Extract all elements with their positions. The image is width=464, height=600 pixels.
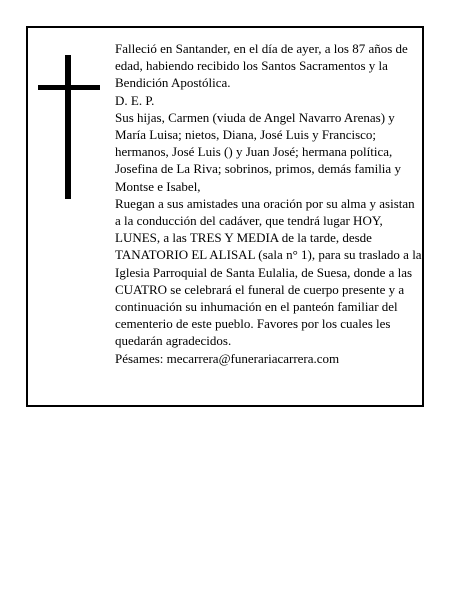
cross-vertical-bar — [65, 55, 71, 199]
cross-horizontal-bar — [38, 85, 100, 90]
obituary-text — [115, 40, 423, 367]
obituary-notice — [26, 26, 424, 407]
death-announcement: Falleció en Santander, en el día de ayer, a los 87 años de edad, habiendo recibido los Santos Sacramentos y la Bendición Apostólica. — [115, 41, 408, 91]
condolences-line: Pésames: mecarrera@funerariacarrera.com — [115, 350, 340, 366]
cross-icon — [38, 55, 100, 199]
family-list: Sus hijas, Carmen (viuda de Angel Navarro Arenas) y María Luisa; nietos, Diana, José Luis y Francisco; hermanos, José Luis () y Juan José; hermana política, Josefina de La Riva; sobrinos, primos, demás familia y Montse e Isabel, — [115, 109, 401, 194]
funeral-details: Ruegan a sus amistades una oración por su alma y asistan a la conducción del cadáver, que tendrá lugar HOY, LUNES, a las TRES Y MEDIA de la tarde, desde TANATORIO EL ALISAL (sala n° 1), para su traslado a la Iglesia Parroquial de Santa Eulalia, de Suesa, donde a las CUATRO se celebrará el funeral de cuerpo presente y a continuación su inhumación en el panteón familiar del cementerio de este pueblo. Favores por los cuales les quedarán agradecidos. — [115, 195, 422, 349]
rip-line: D. E. P. — [115, 92, 155, 108]
